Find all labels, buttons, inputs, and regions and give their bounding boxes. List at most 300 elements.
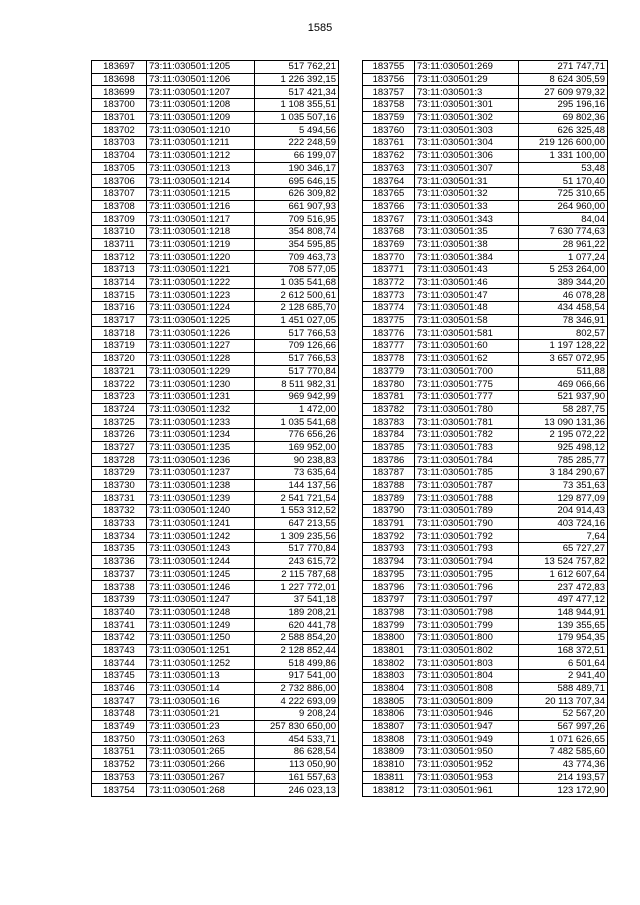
row-number: 183712 [92, 251, 147, 264]
row-number: 183744 [92, 657, 147, 670]
cadastral-number: 73:11:030501:302 [415, 111, 519, 124]
table-row [363, 581, 608, 594]
cadastral-value: 469 066,66 [519, 378, 608, 391]
cadastral-number: 73:11:030501:581 [415, 327, 519, 340]
table-row [92, 149, 339, 162]
table-row [92, 416, 339, 429]
row-number: 183785 [363, 441, 415, 454]
row-number: 183790 [363, 505, 415, 518]
table-row [363, 479, 608, 492]
cadastral-value: 27 609 979,32 [519, 86, 608, 99]
table-row [363, 137, 608, 150]
cadastral-number: 73:11:030501:947 [415, 720, 519, 733]
table-row [92, 225, 339, 238]
table-row [92, 733, 339, 746]
cadastral-value: 2 732 886,00 [255, 682, 339, 695]
row-number: 183739 [92, 593, 147, 606]
cadastral-number: 73:11:030501:1231 [147, 390, 255, 403]
table-row [363, 61, 608, 74]
cadastral-number: 73:11:030501:1251 [147, 644, 255, 657]
cadastral-number: 73:11:030501:1235 [147, 441, 255, 454]
table-row [363, 441, 608, 454]
row-number: 183701 [92, 111, 147, 124]
row-number: 183716 [92, 302, 147, 315]
row-number: 183740 [92, 606, 147, 619]
row-number: 183713 [92, 264, 147, 277]
table-row [92, 314, 339, 327]
row-number: 183735 [92, 543, 147, 556]
cadastral-value: 179 954,35 [519, 631, 608, 644]
cadastral-number: 73:11:030501:1211 [147, 137, 255, 150]
cadastral-value: 148 944,91 [519, 606, 608, 619]
cadastral-value: 517 421,34 [255, 86, 339, 99]
row-number: 183750 [92, 733, 147, 746]
table-row [363, 517, 608, 530]
cadastral-number: 73:11:030501:16 [147, 695, 255, 708]
row-number: 183764 [363, 175, 415, 188]
table-row [363, 670, 608, 683]
table-row [363, 340, 608, 353]
row-number: 183800 [363, 631, 415, 644]
cadastral-value: 925 498,12 [519, 441, 608, 454]
cadastral-number: 73:11:030501:792 [415, 530, 519, 543]
table-row [363, 505, 608, 518]
row-number: 183729 [92, 467, 147, 480]
table-row [92, 162, 339, 175]
row-number: 183781 [363, 390, 415, 403]
row-number: 183733 [92, 517, 147, 530]
cadastral-number: 73:11:030501:265 [147, 746, 255, 759]
table-row [92, 264, 339, 277]
table-row [92, 378, 339, 391]
cadastral-number: 73:11:030501:31 [415, 175, 519, 188]
row-number: 183801 [363, 644, 415, 657]
cadastral-number: 73:11:030501:1230 [147, 378, 255, 391]
table-row [363, 225, 608, 238]
row-number: 183787 [363, 467, 415, 480]
row-number: 183759 [363, 111, 415, 124]
table-row [363, 99, 608, 112]
cadastral-value: 517 770,84 [255, 543, 339, 556]
row-number: 183769 [363, 238, 415, 251]
cadastral-value: 785 285,77 [519, 454, 608, 467]
cadastral-value: 129 877,09 [519, 492, 608, 505]
cadastral-value: 20 113 707,34 [519, 695, 608, 708]
cadastral-number: 73:11:030501:1206 [147, 73, 255, 86]
cadastral-number: 73:11:030501:780 [415, 403, 519, 416]
cadastral-value: 271 747,71 [519, 61, 608, 74]
cadastral-value: 3 657 072,95 [519, 352, 608, 365]
cadastral-value: 1 071 626,65 [519, 733, 608, 746]
cadastral-number: 73:11:030501:343 [415, 213, 519, 226]
table-row [363, 175, 608, 188]
row-number: 183778 [363, 352, 415, 365]
table-row [92, 593, 339, 606]
row-number: 183773 [363, 289, 415, 302]
table-row [363, 682, 608, 695]
cadastral-value: 1 035 541,68 [255, 276, 339, 289]
cadastral-value: 113 050,90 [255, 758, 339, 771]
cadastral-value: 1 309 235,56 [255, 530, 339, 543]
page-number: 1585 [307, 22, 333, 34]
row-number: 183708 [92, 200, 147, 213]
row-number: 183700 [92, 99, 147, 112]
cadastral-value: 434 458,54 [519, 302, 608, 315]
cadastral-number: 73:11:030501:799 [415, 619, 519, 632]
cadastral-number: 73:11:030501:700 [415, 365, 519, 378]
row-number: 183784 [363, 428, 415, 441]
table-row [92, 708, 339, 721]
table-row [92, 137, 339, 150]
cadastral-value: 90 238,83 [255, 454, 339, 467]
cadastral-value: 144 137,56 [255, 479, 339, 492]
cadastral-value: 626 325,48 [519, 124, 608, 137]
cadastral-number: 73:11:030501:1214 [147, 175, 255, 188]
row-number: 183755 [363, 61, 415, 74]
cadastral-value: 222 248,59 [255, 137, 339, 150]
row-number: 183699 [92, 86, 147, 99]
cadastral-number: 73:11:030501:1208 [147, 99, 255, 112]
row-number: 183751 [92, 746, 147, 759]
table-row [363, 251, 608, 264]
table-row [363, 264, 608, 277]
table-row [92, 492, 339, 505]
cadastral-number: 73:11:030501:46 [415, 276, 519, 289]
table-row [92, 340, 339, 353]
table-row [363, 543, 608, 556]
table-row [92, 302, 339, 315]
cadastral-value: 661 907,93 [255, 200, 339, 213]
row-number: 183747 [92, 695, 147, 708]
cadastral-number: 73:11:030501:1218 [147, 225, 255, 238]
table-row [92, 530, 339, 543]
cadastral-number: 73:11:030501:1237 [147, 467, 255, 480]
table-row [363, 327, 608, 340]
table-row [92, 251, 339, 264]
cadastral-number: 73:11:030501:35 [415, 225, 519, 238]
cadastral-number: 73:11:030501:1239 [147, 492, 255, 505]
cadastral-value: 620 441,78 [255, 619, 339, 632]
row-number: 183776 [363, 327, 415, 340]
cadastral-number: 73:11:030501:1219 [147, 238, 255, 251]
table-row [363, 111, 608, 124]
row-number: 183725 [92, 416, 147, 429]
table-row [92, 682, 339, 695]
table-row [92, 467, 339, 480]
row-number: 183738 [92, 581, 147, 594]
row-number: 183791 [363, 517, 415, 530]
row-number: 183806 [363, 708, 415, 721]
cadastral-number: 73:11:030501:809 [415, 695, 519, 708]
cadastral-number: 73:11:030501:47 [415, 289, 519, 302]
row-number: 183807 [363, 720, 415, 733]
cadastral-number: 73:11:030501:38 [415, 238, 519, 251]
cadastral-number: 73:11:030501:33 [415, 200, 519, 213]
row-number: 183809 [363, 746, 415, 759]
cadastral-value: 497 477,12 [519, 593, 608, 606]
cadastral-value: 2 128 685,70 [255, 302, 339, 315]
cadastral-value: 189 208,21 [255, 606, 339, 619]
row-number: 183763 [363, 162, 415, 175]
row-number: 183732 [92, 505, 147, 518]
cadastral-value: 78 346,91 [519, 314, 608, 327]
cadastral-value: 1 077,24 [519, 251, 608, 264]
cadastral-number: 73:11:030501:1225 [147, 314, 255, 327]
cadastral-value: 454 533,71 [255, 733, 339, 746]
cadastral-value: 6 501,64 [519, 657, 608, 670]
cadastral-number: 73:11:030501:1233 [147, 416, 255, 429]
cadastral-value: 3 184 290,67 [519, 467, 608, 480]
row-number: 183752 [92, 758, 147, 771]
cadastral-value: 2 115 787,68 [255, 568, 339, 581]
cadastral-number: 73:11:030501:1242 [147, 530, 255, 543]
cadastral-value: 5 494,56 [255, 124, 339, 137]
row-number: 183766 [363, 200, 415, 213]
cadastral-number: 73:11:030501:1216 [147, 200, 255, 213]
cadastral-value: 65 727,27 [519, 543, 608, 556]
cadastral-number: 73:11:030501:808 [415, 682, 519, 695]
row-number: 183762 [363, 149, 415, 162]
cadastral-value: 161 557,63 [255, 771, 339, 784]
row-number: 183797 [363, 593, 415, 606]
cadastral-value: 46 078,28 [519, 289, 608, 302]
row-number: 183770 [363, 251, 415, 264]
cadastral-value: 4 222 693,09 [255, 695, 339, 708]
cadastral-number: 73:11:030501:1212 [147, 149, 255, 162]
cadastral-value: 517 762,21 [255, 61, 339, 74]
table-row [363, 187, 608, 200]
row-number: 183703 [92, 137, 147, 150]
table-row [363, 492, 608, 505]
cadastral-value: 214 193,57 [519, 771, 608, 784]
table-row [363, 213, 608, 226]
cadastral-number: 73:11:030501:953 [415, 771, 519, 784]
cadastral-number: 73:11:030501:789 [415, 505, 519, 518]
table-row [363, 720, 608, 733]
cadastral-value: 190 346,17 [255, 162, 339, 175]
cadastral-number: 73:11:030501:306 [415, 149, 519, 162]
cadastral-value: 709 126,66 [255, 340, 339, 353]
cadastral-value: 969 942,99 [255, 390, 339, 403]
cadastral-number: 73:11:030501:1205 [147, 61, 255, 74]
table-row [92, 86, 339, 99]
cadastral-number: 73:11:030501:1232 [147, 403, 255, 416]
cadastral-value: 13 090 131,36 [519, 416, 608, 429]
cadastral-number: 73:11:030501:1250 [147, 631, 255, 644]
row-number: 183719 [92, 340, 147, 353]
cadastral-number: 73:11:030501:1221 [147, 264, 255, 277]
table-row [92, 644, 339, 657]
register-table-left [91, 60, 339, 797]
row-number: 183706 [92, 175, 147, 188]
cadastral-number: 73:11:030501:1249 [147, 619, 255, 632]
table-row [92, 289, 339, 302]
table-row [92, 568, 339, 581]
cadastral-value: 237 472,83 [519, 581, 608, 594]
cadastral-value: 1 472,00 [255, 403, 339, 416]
cadastral-value: 243 615,72 [255, 555, 339, 568]
cadastral-value: 37 541,18 [255, 593, 339, 606]
table-row [92, 390, 339, 403]
table-row [363, 784, 608, 797]
cadastral-value: 139 355,65 [519, 619, 608, 632]
row-number: 183779 [363, 365, 415, 378]
cadastral-number: 73:11:030501:952 [415, 758, 519, 771]
row-number: 183723 [92, 390, 147, 403]
cadastral-value: 204 914,43 [519, 505, 608, 518]
cadastral-number: 73:11:030501:788 [415, 492, 519, 505]
table-row [92, 365, 339, 378]
cadastral-value: 511,88 [519, 365, 608, 378]
table-row [92, 111, 339, 124]
cadastral-number: 73:11:030501:307 [415, 162, 519, 175]
cadastral-number: 73:11:030501:961 [415, 784, 519, 797]
cadastral-number: 73:11:030501:775 [415, 378, 519, 391]
cadastral-value: 2 612 500,61 [255, 289, 339, 302]
table-row [363, 73, 608, 86]
cadastral-number: 73:11:030501:1217 [147, 213, 255, 226]
cadastral-number: 73:11:030501:267 [147, 771, 255, 784]
cadastral-value: 695 646,15 [255, 175, 339, 188]
table-row [363, 289, 608, 302]
cadastral-value: 354 808,74 [255, 225, 339, 238]
cadastral-value: 517 766,53 [255, 352, 339, 365]
cadastral-number: 73:11:030501:1222 [147, 276, 255, 289]
cadastral-number: 73:11:030501:266 [147, 758, 255, 771]
cadastral-value: 2 128 852,44 [255, 644, 339, 657]
table-row [92, 479, 339, 492]
table-row [92, 657, 339, 670]
cadastral-value: 2 941,40 [519, 670, 608, 683]
cadastral-value: 1 226 392,15 [255, 73, 339, 86]
cadastral-number: 73:11:030501:1228 [147, 352, 255, 365]
row-number: 183745 [92, 670, 147, 683]
row-number: 183707 [92, 187, 147, 200]
table-row [363, 302, 608, 315]
cadastral-value: 1 612 607,64 [519, 568, 608, 581]
cadastral-value: 8 624 305,59 [519, 73, 608, 86]
cadastral-number: 73:11:030501:1252 [147, 657, 255, 670]
cadastral-number: 73:11:030501:1238 [147, 479, 255, 492]
table-row [92, 505, 339, 518]
cadastral-value: 517 770,84 [255, 365, 339, 378]
row-number: 183753 [92, 771, 147, 784]
cadastral-number: 73:11:030501:62 [415, 352, 519, 365]
cadastral-value: 517 766,53 [255, 327, 339, 340]
table-row [363, 644, 608, 657]
table-row [92, 73, 339, 86]
cadastral-number: 73:11:030501:43 [415, 264, 519, 277]
cadastral-number: 73:11:030501:787 [415, 479, 519, 492]
row-number: 183768 [363, 225, 415, 238]
cadastral-number: 73:11:030501:1220 [147, 251, 255, 264]
row-number: 183711 [92, 238, 147, 251]
cadastral-value: 354 595,85 [255, 238, 339, 251]
row-number: 183810 [363, 758, 415, 771]
table-row [363, 593, 608, 606]
table-row [363, 733, 608, 746]
cadastral-number: 73:11:030501:1229 [147, 365, 255, 378]
table-row [92, 441, 339, 454]
cadastral-value: 389 344,20 [519, 276, 608, 289]
cadastral-value: 725 310,65 [519, 187, 608, 200]
table-row [92, 403, 339, 416]
table-row [363, 619, 608, 632]
table-row [92, 670, 339, 683]
cadastral-value: 246 023,13 [255, 784, 339, 797]
table-row [92, 771, 339, 784]
row-number: 183777 [363, 340, 415, 353]
cadastral-value: 2 588 854,20 [255, 631, 339, 644]
cadastral-number: 73:11:030501:14 [147, 682, 255, 695]
row-number: 183717 [92, 314, 147, 327]
cadastral-value: 567 997,26 [519, 720, 608, 733]
table-row [92, 454, 339, 467]
cadastral-number: 73:11:030501:13 [147, 670, 255, 683]
cadastral-value: 1 035 541,68 [255, 416, 339, 429]
row-number: 183812 [363, 784, 415, 797]
cadastral-number: 73:11:030501:1224 [147, 302, 255, 315]
table-row [363, 428, 608, 441]
row-number: 183794 [363, 555, 415, 568]
cadastral-value: 73 351,63 [519, 479, 608, 492]
cadastral-number: 73:11:030501:783 [415, 441, 519, 454]
row-number: 183799 [363, 619, 415, 632]
table-row [92, 543, 339, 556]
table-row [363, 606, 608, 619]
table-row [92, 619, 339, 632]
table-row [92, 758, 339, 771]
row-number: 183697 [92, 61, 147, 74]
table-row [363, 390, 608, 403]
table-row [92, 124, 339, 137]
table-row [363, 162, 608, 175]
cadastral-number: 73:11:030501:1213 [147, 162, 255, 175]
cadastral-number: 73:11:030501:1244 [147, 555, 255, 568]
cadastral-value: 86 628,54 [255, 746, 339, 759]
cadastral-number: 73:11:030501:21 [147, 708, 255, 721]
cadastral-value: 8 511 982,31 [255, 378, 339, 391]
row-number: 183771 [363, 264, 415, 277]
row-number: 183731 [92, 492, 147, 505]
table-row [363, 124, 608, 137]
cadastral-value: 7,64 [519, 530, 608, 543]
row-number: 183705 [92, 162, 147, 175]
cadastral-value: 52 567,20 [519, 708, 608, 721]
table-row [363, 758, 608, 771]
cadastral-number: 73:11:030501:3 [415, 86, 519, 99]
cadastral-value: 43 774,36 [519, 758, 608, 771]
row-number: 183730 [92, 479, 147, 492]
cadastral-value: 168 372,51 [519, 644, 608, 657]
row-number: 183728 [92, 454, 147, 467]
row-number: 183715 [92, 289, 147, 302]
cadastral-number: 73:11:030501:795 [415, 568, 519, 581]
table-row [363, 708, 608, 721]
cadastral-value: 1 451 027,05 [255, 314, 339, 327]
cadastral-number: 73:11:030501:1243 [147, 543, 255, 556]
table-row [363, 555, 608, 568]
row-number: 183782 [363, 403, 415, 416]
cadastral-number: 73:11:030501:1210 [147, 124, 255, 137]
cadastral-number: 73:11:030501:1215 [147, 187, 255, 200]
table-row [92, 61, 339, 74]
cadastral-number: 73:11:030501:384 [415, 251, 519, 264]
table-row [363, 378, 608, 391]
cadastral-number: 73:11:030501:23 [147, 720, 255, 733]
table-row [92, 428, 339, 441]
cadastral-number: 73:11:030501:269 [415, 61, 519, 74]
